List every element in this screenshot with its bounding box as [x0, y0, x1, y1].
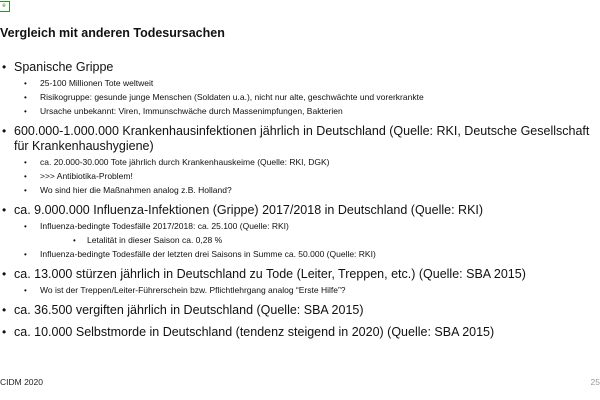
bullet-dot-icon: •: [2, 267, 7, 281]
footer-label: CIDM 2020: [0, 377, 43, 387]
bullet-text: >>> Antibiotika-Problem!: [40, 171, 133, 181]
bullet-item: [0, 60, 600, 75]
bullet-text: Risikogruppe: gesunde junge Menschen (Soldaten u.a.), nicht nur alte, geschwächte und vorerkrankte: [40, 92, 424, 102]
bullet-text: Ursache unbekannt: Viren, Immunschwäche durch Massenimpfungen, Bakterien: [40, 106, 343, 116]
bullet-dot-icon: •: [24, 158, 27, 167]
slide-title: Vergleich mit anderen Todesursachen: [0, 26, 225, 40]
bullet-dot-icon: •: [24, 172, 27, 181]
bullet-dot-icon: •: [24, 222, 27, 231]
bullet-text: Wo sind hier die Maßnahmen analog z.B. Holland?: [40, 185, 232, 195]
bullet-text: ca. 13.000 stürzen jährlich in Deutschland zu Tode (Leiter, Treppen, etc.) (Quelle: SBA 2015): [14, 267, 526, 281]
bullet-dot-icon: •: [2, 124, 7, 138]
bullet-dot-icon: •: [2, 203, 7, 217]
bullet-dot-icon: •: [73, 236, 76, 245]
bullet-dot-icon: •: [2, 325, 7, 339]
sub-bullet-item: [0, 106, 600, 117]
bullet-dot-icon: •: [24, 93, 27, 102]
bullet-text: 600.000-1.000.000 Krankenhausinfektionen jährlich in Deutschland (Quelle: RKI, Deutsche Gesellschaft für Krankenhaushygiene): [14, 124, 590, 153]
sub-bullet-item: [0, 185, 600, 196]
bullet-dot-icon: •: [24, 250, 27, 259]
sub-bullet-item: [0, 171, 600, 182]
bullet-dot-icon: •: [24, 286, 27, 295]
bullet-dot-icon: •: [24, 107, 27, 116]
bullet-item: [0, 267, 600, 282]
bullet-text: Wo ist der Treppen/Leiter-Führerschein bzw. Pflichtlehrgang analog “Erste Hilfe”?: [40, 285, 346, 295]
sub-sub-bullet-item: [0, 235, 600, 246]
bullet-item: [0, 303, 600, 318]
sub-bullet-item: [0, 78, 600, 89]
bullet-text: ca. 10.000 Selbstmorde in Deutschland (tendenz steigend in 2020) (Quelle: SBA 2015): [14, 325, 495, 339]
bullet-dot-icon: •: [2, 303, 7, 317]
bullet-text: ca. 36.500 vergiften jährlich in Deutschland (Quelle: SBA 2015): [14, 303, 364, 317]
bullet-dot-icon: •: [2, 60, 7, 74]
sub-bullet-item: [0, 249, 600, 260]
bullet-text: Spanische Grippe: [14, 60, 114, 74]
sub-bullet-item: [0, 221, 600, 232]
sub-bullet-item: [0, 285, 600, 296]
bullet-dot-icon: •: [24, 79, 27, 88]
corner-box: e: [0, 1, 10, 12]
sub-bullet-item: [0, 157, 600, 168]
bullet-text: Influenza-bedingte Todesfälle 2017/2018: ca. 25.100 (Quelle: RKI): [40, 221, 289, 231]
bullet-list: [0, 60, 600, 340]
bullet-dot-icon: •: [24, 186, 27, 195]
bullet-text: 25-100 Millionen Tote weltweit: [40, 78, 154, 88]
bullet-item: [0, 325, 600, 340]
bullet-item: [0, 203, 600, 218]
page-number: 25: [590, 377, 600, 387]
bullet-text: Influenza-bedingte Todesfälle der letzten drei Saisons in Summe ca. 50.000 (Quelle: RKI): [40, 249, 376, 259]
bullet-text: ca. 20.000-30.000 Tote jährlich durch Krankenhauskeime (Quelle: RKI, DGK): [40, 157, 330, 167]
sub-bullet-item: [0, 92, 600, 103]
bullet-text: Letalität in dieser Saison ca. 0,28 %: [87, 235, 223, 245]
bullet-item: [0, 124, 600, 154]
bullet-text: ca. 9.000.000 Influenza-Infektionen (Grippe) 2017/2018 in Deutschland (Quelle: RKI): [14, 203, 484, 217]
